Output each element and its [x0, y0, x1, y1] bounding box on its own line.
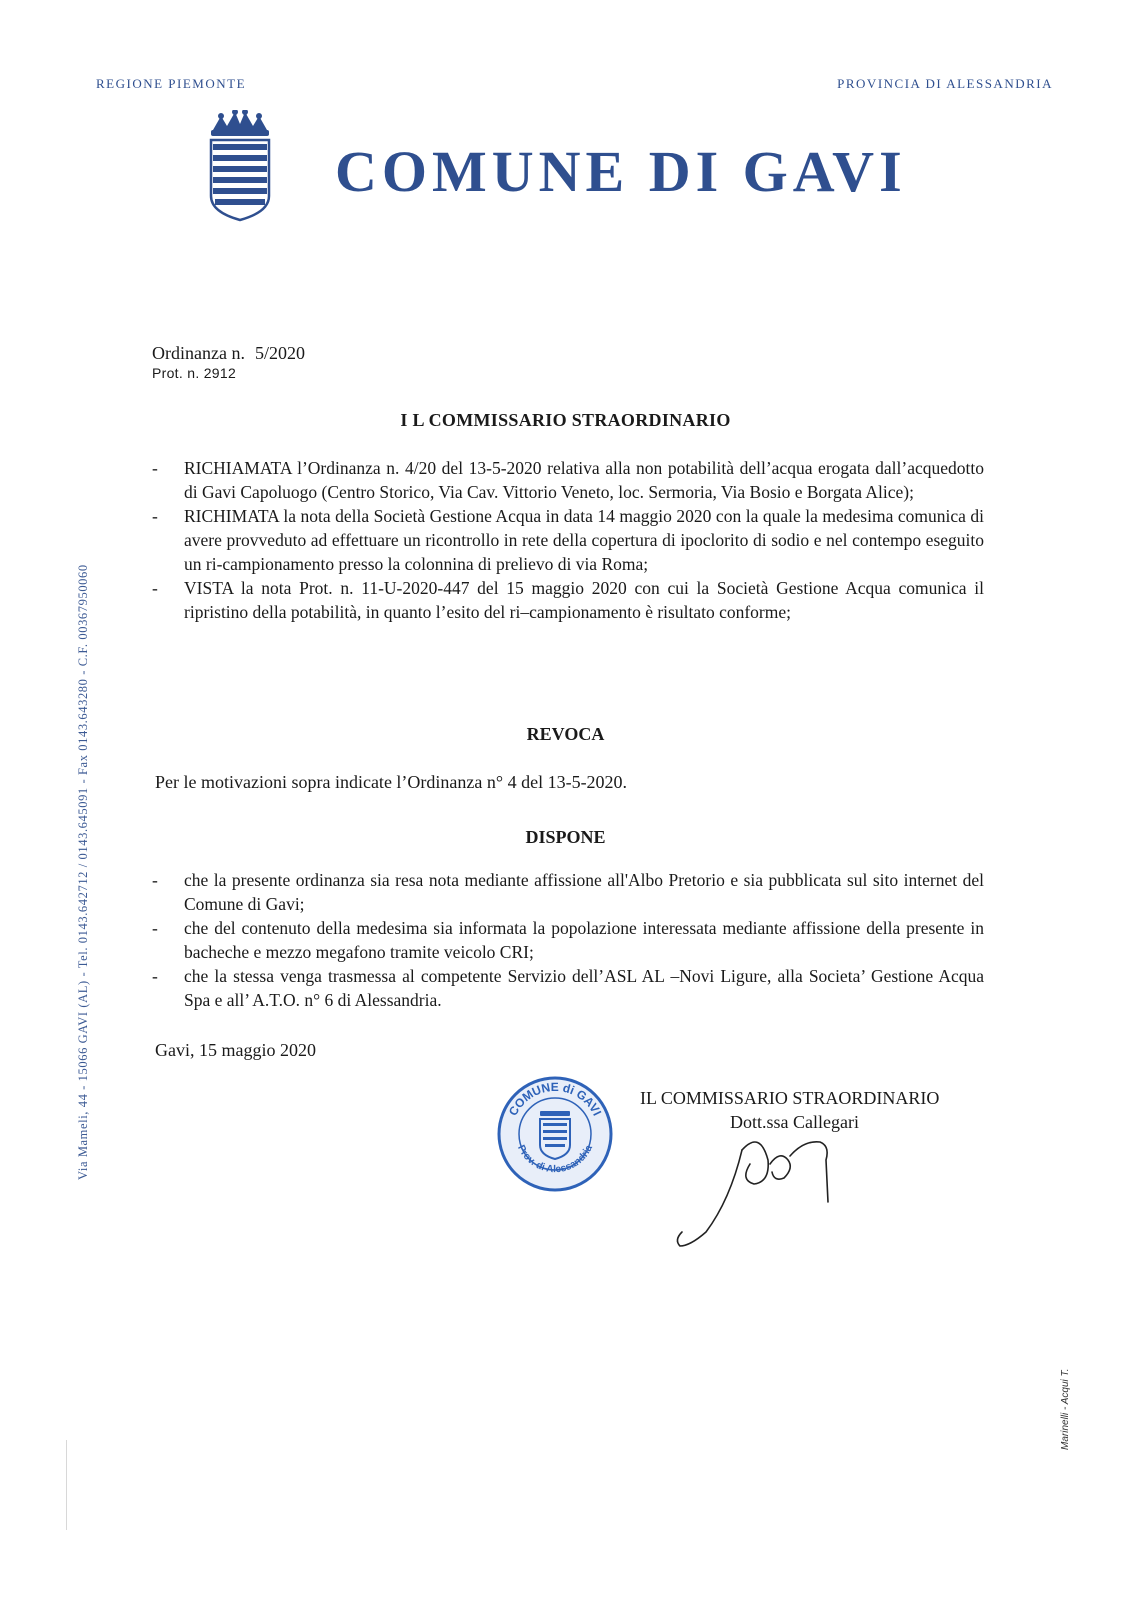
place-date: Gavi, 15 maggio 2020: [155, 1040, 316, 1060]
heading-dispone: DISPONE: [525, 827, 606, 847]
ordinance-value: 5/2020: [254, 343, 305, 363]
list-item: - che del contenuto della medesima sia informata la popolazione interessata mediante affissione della presente in bacheche e mezzo megafono tramite veicolo CRI;: [152, 916, 984, 964]
heading-commissario: I L COMMISSARIO STRAORDINARIO: [400, 410, 731, 430]
heading-revoca: REVOCA: [526, 724, 605, 744]
signatory-name: Dott.ssa Callegari: [730, 1112, 859, 1132]
dispositions-list: [152, 868, 984, 1012]
list-item: - RICHIAMATA l’Ordinanza n. 4/20 del 13-5-2020 relativa alla non potabilità dell’acqua erogata dall’acquedotto di Gavi Capoluogo (Centro Storico, Via Cav. Vittorio Veneto, loc. Sermoria, Via Bosio e Borgata Alice);: [152, 456, 984, 504]
margin-divider: [66, 1440, 67, 1530]
list-item: - che la presente ordinanza sia resa nota mediante affissione all'Albo Pretorio e sia pubblicata sul sito internet del Comune di Gavi;: [152, 868, 984, 916]
province-label: PROVINCIA DI ALESSANDRIA: [837, 76, 1053, 91]
protocol-number: Prot. n. 2912: [152, 365, 237, 381]
ordinance-number: [152, 343, 305, 364]
official-stamp-icon: [496, 1075, 614, 1193]
list-item: - VISTA la nota Prot. n. 11-U-2020-447 del 15 maggio 2020 con cui la Società Gestione Acqua comunica il ripristino della potabilità, in quanto l’esito del ri–campionamento è risultato conforme;: [152, 576, 984, 624]
signatory-title: IL COMMISSARIO STRAORDINARIO: [640, 1088, 940, 1108]
ordinance-label: Ordinanza n.: [152, 343, 245, 363]
stamp-bottom-text: Prov. di Alessandria: [515, 1143, 595, 1176]
address-sidebar: Via Mameli, 44 - 15066 GAVI (AL) - Tel. 0143.642712 / 0143.645091 - Fax 0143.643280 - C.F. 00367950060: [76, 564, 90, 1180]
handwritten-signature-icon: [670, 1120, 860, 1260]
list-item: - che la stessa venga trasmessa al competente Servizio dell’ASL AL –Novi Ligure, alla Societa’ Gestione Acqua Spa e all’ A.T.O. n° 6 di Alessandria.: [152, 964, 984, 1012]
stamp-top-text: COMUNE di GAVI: [505, 1079, 605, 1119]
premises-list: [152, 456, 984, 624]
region-label: REGIONE PIEMONTE: [96, 76, 247, 91]
page-title: COMUNE DI GAVI: [335, 139, 907, 204]
list-item: - RICHIMATA la nota della Società Gestione Acqua in data 14 maggio 2020 con la quale la medesima comunica di avere provveduto ad effettuare un ricontrollo in rete della copertura di ipoclorito di sodio e nel contempo eseguito un ri-campionamento presso la colonnina di prelievo di via Roma;: [152, 504, 984, 576]
coat-of-arms-icon: [205, 110, 275, 222]
revoca-text: Per le motivazioni sopra indicate l’Ordinanza n° 4 del 13-5-2020.: [155, 772, 628, 792]
printer-mark: Marinelli - Acqui T.: [1060, 1368, 1071, 1450]
